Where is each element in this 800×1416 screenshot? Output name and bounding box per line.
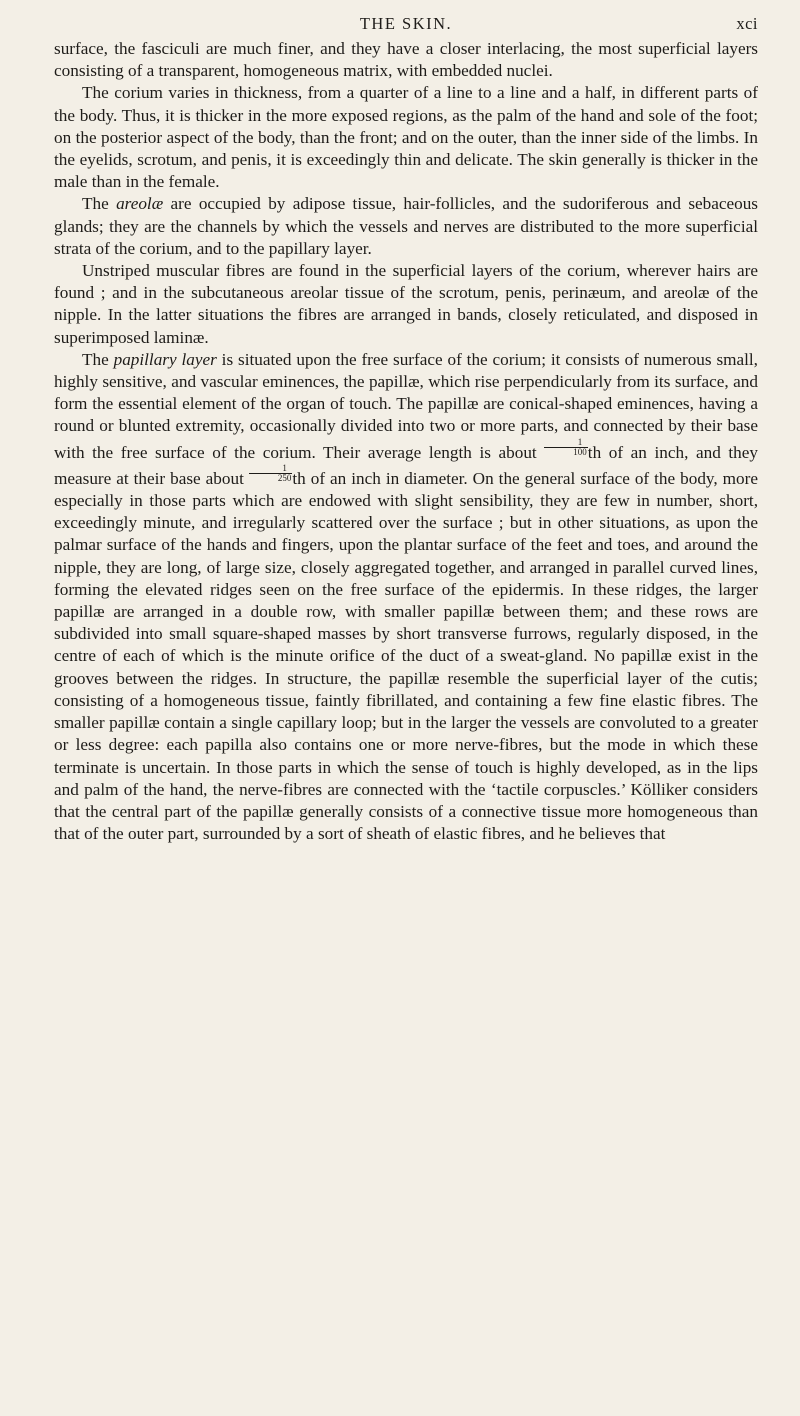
paragraph-continuation [54, 38, 758, 82]
page-number: xci [736, 14, 758, 33]
fraction-denominator: 250 [277, 472, 292, 483]
paragraph-text: Unstriped muscular fibres are found in the superficial layers of the corium, wherever hairs are found ; and in the subcutaneous areolar tissue of the scrotum, penis, perinæum, and areolæ of the nipple. In the latter situations the fibres are arranged in bands, closely reticulated, and disposed in superimposed laminæ. [54, 261, 758, 347]
paragraph-text: are occupied by adipose tissue, hair-follicles, and the sudoriferous and sebaceous glands; they are the channels by which the vessels and nerves are distributed to the more superficial strata of the corium, and to the papillary layer. [54, 194, 758, 258]
fraction-numerator: 1 [544, 438, 588, 448]
paragraph-text: th of an inch, and they measure at their base about [54, 442, 758, 488]
italic-term: papillary layer [113, 349, 217, 369]
italic-term: areolæ [116, 194, 164, 214]
running-head-title: THE SKIN. [359, 14, 453, 33]
paragraph-lead: The [82, 349, 114, 369]
paragraph-areolae [54, 193, 758, 260]
paragraph-corium-thickness [54, 82, 758, 193]
body-text [54, 38, 758, 845]
fraction-denominator: 100 [573, 446, 587, 457]
paragraph-text: The corium varies in thickness, from a quarter of a line to a line and a half, in different parts of the body. Thus, it is thicker in the more exposed regions, as the palm of the hand and sole of the foot; on the posterior aspect of the body, than the front; and on the outer, than the inner side of the limbs. In the eyelids, scrotum, and penis, it is exceedingly thin and delicate. The skin generally is thicker in the male than in the female. [54, 83, 758, 192]
fraction-diameter [249, 464, 293, 483]
paragraph-papillary-layer [54, 349, 758, 845]
paragraph-text: is situated upon the free surface of the corium; it consists of numerous small, highly sensitive, and vascular eminences, the papillæ, which rise perpendicularly from its surface, and form the essential element of the organ of touch. The papillæ are conical-shaped eminences, having a round or blunted extremity, occasionally divided into two or more parts, and connected by their base with the free surface of the corium. Their average length is about [54, 349, 758, 462]
paragraph-unstriped-fibres [54, 260, 758, 349]
fraction-numerator: 1 [249, 464, 293, 474]
paragraph-lead: The [82, 194, 117, 214]
running-head [54, 8, 758, 38]
paragraph-text: th of an inch in diameter. On the general surface of the body, more especially in those parts which are endowed with slight sensibility, they are few in number, short, exceedingly minute, and irregularly scattered over the surface ; but in other situations, as upon the palmar surface of the hands and fingers, upon the plantar surface of the feet and toes, and around the nipple, they are long, of large size, closely aggregated together, and arranged in parallel curved lines, forming the elevated ridges seen on the free surface of the epidermis. In these ridges, the larger papillæ are arranged in a double row, with smaller papillæ between them; and these rows are subdivided into small square-shaped masses by short transverse furrows, regularly disposed, in the centre of each of which is the minute orifice of the duct of a sweat-gland. No papillæ exist in the grooves between the ridges. In structure, the papillæ resemble the superficial layer of the cutis; consisting of a homogeneous tissue, faintly fibrillated, and containing a few fine elastic fibres. The smaller papillæ contain a single capillary loop; but in the larger the vessels are convoluted to a greater or less degree: each papilla also contains one or more nerve-fibres, but the mode in which these terminate is uncertain. In those parts in which the sense of touch is highly developed, as in the lips and palm of the hand, the nerve-fibres are connected with the ‘tactile corpuscles.’ Kölliker considers that the central part of the papillæ generally consists of a connective tissue more homogeneous than that of the outer part, surrounded by a sort of sheath of elastic fibres, and he believes that [54, 468, 758, 844]
paragraph-text: surface, the fasciculi are much finer, and they have a closer interlacing, the most superficial layers consisting of a transparent, homogeneous matrix, with embedded nuclei. [54, 39, 758, 81]
fraction-length [544, 438, 588, 457]
